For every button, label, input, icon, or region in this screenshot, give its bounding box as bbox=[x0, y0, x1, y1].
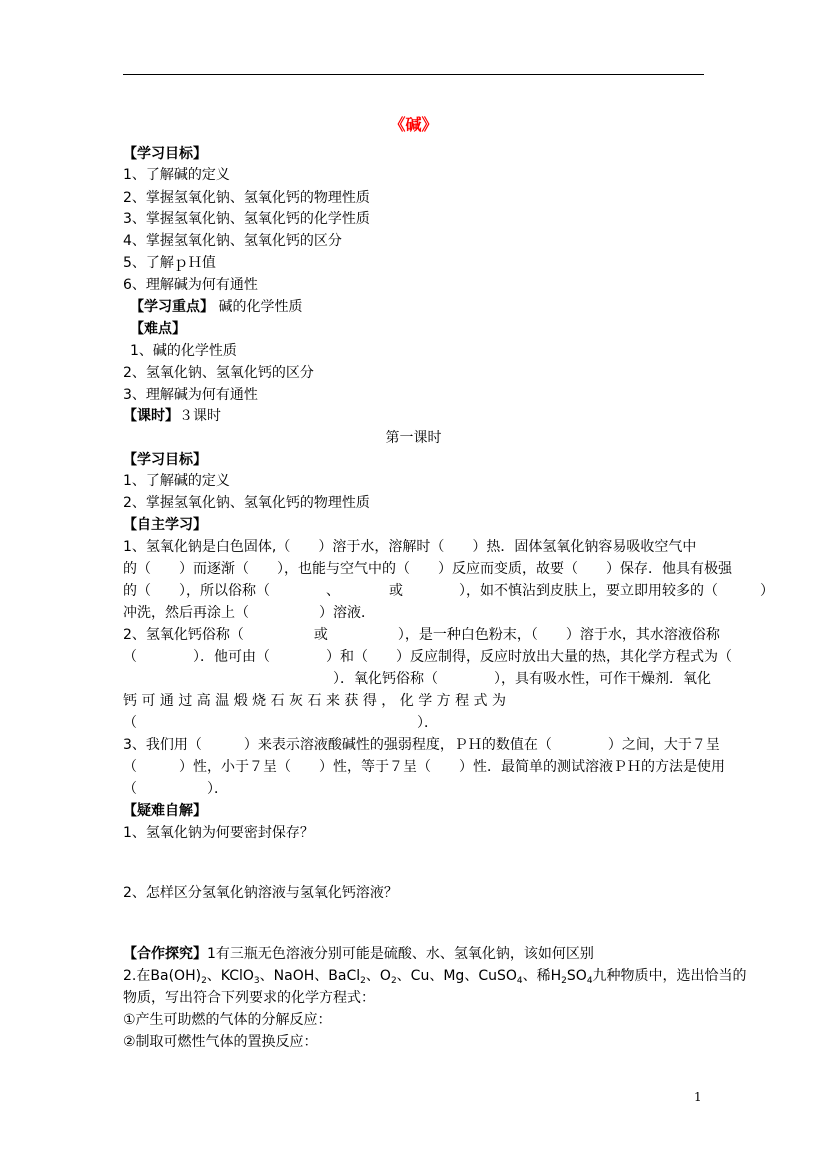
coop-question bbox=[123, 966, 747, 986]
coop-q2-prefix: 2.在 bbox=[123, 968, 151, 984]
self-study-line: （ ）性，小于７呈（ ）性，等于７呈（ ）性．最简单的测试溶液ＰＨ的方法是使用 bbox=[123, 759, 725, 775]
self-study-line: 的（ ），所以俗称（ 、 或 ），如不慎沾到皮肤上，要立即用较多的（ ） bbox=[123, 583, 774, 599]
coop-line bbox=[123, 944, 594, 964]
difficulty-item: 3、理解碱为何有通性 bbox=[123, 387, 258, 403]
header-rule bbox=[123, 74, 704, 75]
self-study-line: 2、氢氧化钙俗称（ 或 ），是一种白色粉末，（ ）溶于水，其水溶液俗称 bbox=[123, 627, 720, 643]
goal-item: 2、掌握氢氧化钠、氢氧化钙的物理性质 bbox=[123, 190, 370, 206]
lesson-goal-item: 2、掌握氢氧化钠、氢氧化钙的物理性质 bbox=[123, 495, 370, 511]
focus-heading: 【学习重点】 bbox=[130, 299, 214, 315]
coop-heading: 【合作探究】 bbox=[123, 946, 207, 962]
page-title: 《碱》 bbox=[389, 115, 438, 134]
goal-item: 5、了解ｐＨ值 bbox=[123, 255, 216, 271]
lesson-goal-item: 1、了解碱的定义 bbox=[123, 473, 230, 489]
goal-item: 6、理解碱为何有通性 bbox=[123, 277, 258, 293]
goal-item: 4、掌握氢氧化钠、氢氧化钙的区分 bbox=[123, 233, 342, 249]
hours-text: ３课时 bbox=[179, 408, 221, 424]
self-study-line: ）．氧化钙俗称（ ），具有吸水性，可作干燥剂．氧化 bbox=[123, 671, 711, 687]
focus-line bbox=[130, 297, 302, 317]
lesson-goals-heading: 【学习目标】 bbox=[123, 452, 207, 468]
self-study-line: 的（ ）而逐渐（ ），也能与空气中的（ ）反应而变质，故要（ ）保存．他具有极强 bbox=[123, 561, 732, 577]
doubts-heading: 【疑难自解】 bbox=[123, 803, 207, 819]
hours-heading: 【课时】 bbox=[123, 408, 179, 424]
coop-q2-formulas: $Ba(OH)_2$、KClO$_3$、NaOH、BaCl$_2$、$O_2$、Cu、Mg、CuSO$_4$、稀$H_2SO_4$ bbox=[150, 968, 593, 986]
doubt-question: 1、氢氧化钠为何要密封保存？ bbox=[123, 825, 314, 841]
focus-text: 碱的化学性质 bbox=[214, 299, 303, 315]
hours-line bbox=[123, 406, 221, 426]
self-study-heading: 【自主学习】 bbox=[123, 517, 207, 533]
self-study-line: （ ）． bbox=[123, 715, 438, 731]
self-study-line: 3、我们用（ ）来表示溶液酸碱性的强弱程度，ＰＨ的数值在（ ）之间，大于７呈 bbox=[123, 737, 720, 753]
self-study-line: （ ）． bbox=[123, 781, 228, 797]
self-study-line: 钙 可 通 过 高 温 煅 烧 石 灰 石 来 获 得 ， 化 学 方 程 式 为 bbox=[123, 693, 507, 709]
difficulty-heading: 【难点】 bbox=[130, 321, 186, 337]
coop-text: 1有三瓶无色溶液分别可能是硫酸、水、氢氧化钠，该如何区别 bbox=[207, 946, 594, 962]
coop-q2-suffix: 九种物质中，选出恰当的 bbox=[592, 968, 747, 984]
coop-question-cont: 物质，写出符合下列要求的化学方程式： bbox=[123, 990, 375, 1006]
page-number: 1 bbox=[694, 1090, 702, 1104]
goal-item: 1、了解碱的定义 bbox=[123, 167, 230, 183]
difficulty-item: 2、氢氧化钠、氢氧化钙的区分 bbox=[123, 365, 314, 381]
difficulty-item: 1、碱的化学性质 bbox=[130, 343, 237, 359]
self-study-line: 冲洗，然后再涂上（ ）溶液． bbox=[123, 605, 375, 621]
goal-item: 3、掌握氢氧化钠、氢氧化钙的化学性质 bbox=[123, 211, 370, 227]
goals-heading: 【学习目标】 bbox=[123, 146, 207, 162]
coop-sub-question: ①产生可助燃的气体的分解反应： bbox=[123, 1012, 332, 1028]
lesson-title: 第一课时 bbox=[385, 430, 442, 446]
coop-sub-question: ②制取可燃性气体的置换反应： bbox=[123, 1034, 318, 1050]
self-study-line: 1、氢氧化钠是白色固体,（ ）溶于水，溶解时（ ）热．固体氢氧化钠容易吸收空气中 bbox=[123, 539, 697, 555]
self-study-line: （ ）．他可由（ ）和（ ）反应制得，反应时放出大量的热，其化学方程式为（ bbox=[123, 649, 732, 665]
doubt-question: 2、怎样区分氢氧化钠溶液与氢氧化钙溶液？ bbox=[123, 885, 398, 901]
